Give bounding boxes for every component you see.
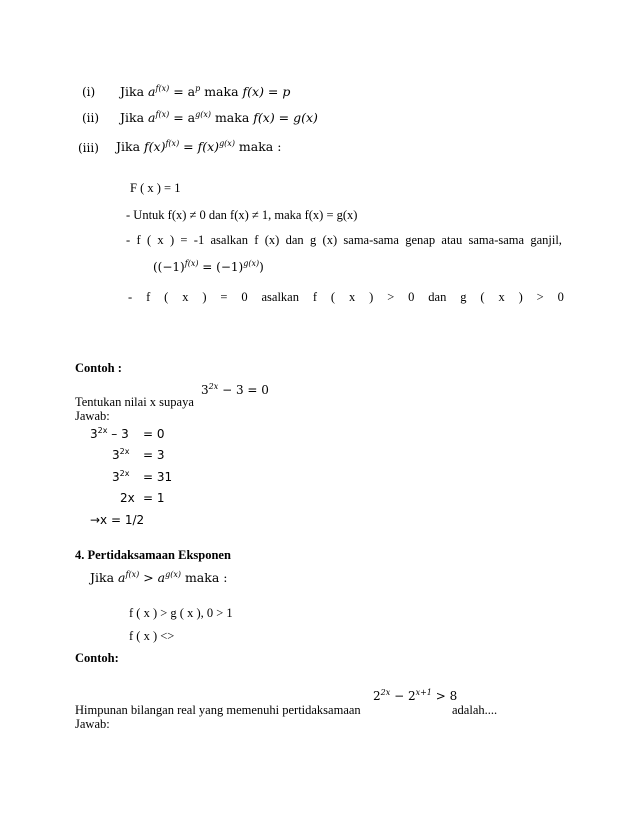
rule-1-maka: maka (204, 84, 239, 99)
c4row-word: asalkan (261, 290, 299, 304)
rule-3-lhs-base: f(x) (144, 139, 166, 154)
c3row-word: sama-sama (468, 233, 525, 247)
section-4-jika: Jika (90, 570, 115, 585)
c4row-word: dan (428, 290, 447, 304)
c3row-word: ganjil, (530, 233, 562, 247)
condition-3-formula-right-exp: g(x) (243, 259, 260, 268)
example-1-step-4-rhs: = 1 (143, 491, 165, 505)
example-1-formula-exp: 2x (208, 382, 219, 391)
condition-3-formula-left: ((−1) (153, 260, 185, 274)
section-4-lhs-exp: f(x) (125, 569, 140, 579)
c4row-word: 0 (557, 290, 564, 304)
c3row-word: g (309, 233, 317, 247)
c4row-word: x (498, 290, 505, 304)
c3row-word: -1 (193, 233, 205, 247)
rule-3-eq: = f(x) (183, 139, 220, 154)
step-3-exp: 2x (119, 469, 130, 478)
example-1-answer-label: Jawab: (75, 409, 110, 423)
c4row-word: f (312, 290, 318, 304)
c3row-word: atau (441, 233, 463, 247)
c4row-word: 0 (408, 290, 415, 304)
example-1-step-4-lhs: 2x (120, 491, 135, 505)
c4row-word: g (460, 290, 467, 304)
rule-1-jika: Jika (120, 84, 145, 99)
c4row-word: > (536, 290, 544, 304)
rule-1-eq: = a (173, 84, 196, 99)
c3row-word: genap (405, 233, 436, 247)
example-2-answer-label: Jawab: (75, 717, 110, 731)
condition-4 (128, 290, 564, 305)
rule-2-result: f(x) = g(x) (253, 110, 318, 125)
c4row-word: ) (369, 290, 374, 304)
c3row-word: = (180, 233, 188, 247)
example-1-step-3-rhs: = 31 (143, 470, 173, 484)
c3row-word: ) (169, 233, 175, 247)
rule-2-rhs-exp: g(x) (195, 109, 211, 119)
example-1-step-2-lhs (112, 448, 129, 462)
c4row-word: ) (202, 290, 207, 304)
example-2-end: > 8 (435, 689, 458, 703)
c3row-word: - (126, 233, 131, 247)
c4row-word: = (220, 290, 228, 304)
rule-3-lhs-exp: f(x) (165, 138, 180, 148)
c4row-word: x (182, 290, 189, 304)
c4row-word: ) (518, 290, 523, 304)
c4row-word: ( (480, 290, 485, 304)
section-4-heading: 4. Pertidaksamaan Eksponen (75, 548, 231, 562)
condition-3-formula-left-exp: f(x) (184, 259, 199, 268)
example-2-exp-1: 2x (380, 688, 391, 697)
step-1-exp: 2x (97, 426, 108, 435)
section-4-lhs-base: a (118, 570, 126, 585)
example-1-final: →x = 1/2 (90, 513, 145, 527)
step-2-base: 3 (112, 448, 120, 462)
c3row-word: (x) (322, 233, 338, 247)
rule-1-formula (120, 84, 290, 99)
c4row-word: x (348, 290, 356, 304)
example-2-question: Himpunan bilangan real yang memenuhi pertidaksamaan (75, 703, 361, 717)
section-4-formula (90, 570, 228, 585)
rule-1-lhs-base: a (148, 84, 156, 99)
section-4-maka: maka (184, 570, 220, 585)
rule-1-rhs-exp: p (195, 83, 201, 93)
rule-2-formula (120, 110, 318, 125)
rule-2-eq: = a (173, 110, 196, 125)
section-4-colon: : (223, 570, 228, 585)
rule-1-lhs-exp: f(x) (155, 83, 170, 93)
step-3-base: 3 (112, 470, 120, 484)
c4row-word: - (128, 290, 133, 304)
example-1-formula (201, 383, 269, 397)
example-2-suffix: adalah.... (452, 703, 498, 717)
rule-1-label: (i) (82, 85, 96, 99)
c4row-word: ( (164, 290, 169, 304)
rule-3-maka: maka (238, 139, 274, 154)
condition-3-formula-end: ) (259, 260, 264, 274)
c3row-word: ( (146, 233, 152, 247)
section-4-op: > a (143, 570, 166, 585)
example-2-formula (373, 689, 457, 703)
step-1-rest: – 3 (107, 427, 129, 441)
example-1-formula-base: 3 (201, 383, 209, 397)
rule-2-lhs-base: a (148, 110, 156, 125)
step-2-exp: 2x (119, 447, 130, 456)
condition-3-formula-mid: = (−1) (202, 260, 244, 274)
example-1-step-1-rhs: = 0 (143, 427, 165, 441)
rule-3-formula (116, 139, 281, 154)
example-1-question: Tentukan nilai x supaya (75, 395, 194, 409)
rule-3-jika: Jika (116, 139, 141, 154)
c4row-word: f (146, 290, 151, 304)
example-2-heading: Contoh: (75, 651, 119, 665)
rule-2-lhs-exp: f(x) (155, 109, 170, 119)
step-1-base: 3 (90, 427, 98, 441)
example-1-heading: Contoh : (75, 361, 122, 375)
c3row-word: f (254, 233, 259, 247)
example-1-step-2-rhs: = 3 (143, 448, 165, 462)
c4row-word: > (387, 290, 395, 304)
condition-1: F ( x ) = 1 (130, 181, 181, 195)
rule-2-label: (ii) (82, 111, 100, 125)
rule-2-maka: maka (214, 110, 250, 125)
rule-3-label: (iii) (78, 141, 99, 155)
c4row-word: ( (330, 290, 336, 304)
c3row-word: f (136, 233, 141, 247)
c3row-word: dan (285, 233, 304, 247)
example-1-step-1-lhs (90, 427, 129, 441)
example-2-exp-2: x+1 (415, 688, 432, 697)
condition-3-formula (153, 260, 264, 274)
example-2-base-1: 2 (373, 689, 381, 703)
example-1-step-3-lhs (112, 470, 129, 484)
c3row-word: sama-sama (343, 233, 399, 247)
rule-1-result: f(x) = p (242, 84, 291, 99)
rule-3-colon: : (277, 139, 282, 154)
section-4-line-1: f ( x ) > g ( x ), 0 > 1 (129, 606, 233, 620)
c3row-word: (x) (264, 233, 280, 247)
section-4-rhs-exp: g(x) (165, 569, 181, 579)
section-4-line-2: f ( x ) <> (129, 629, 175, 643)
c3row-word: asalkan (210, 233, 248, 247)
rule-3-rhs-exp: g(x) (219, 138, 235, 148)
condition-2: - Untuk f(x) ≠ 0 dan f(x) ≠ 1, maka f(x) = g(x) (126, 208, 358, 222)
c3row-word: x (157, 233, 164, 247)
example-2-mid: − 2 (394, 689, 416, 703)
example-1-formula-rest: − 3 = 0 (222, 383, 269, 397)
rule-2-jika: Jika (120, 110, 145, 125)
c4row-word: 0 (241, 290, 248, 304)
condition-3 (126, 233, 562, 248)
